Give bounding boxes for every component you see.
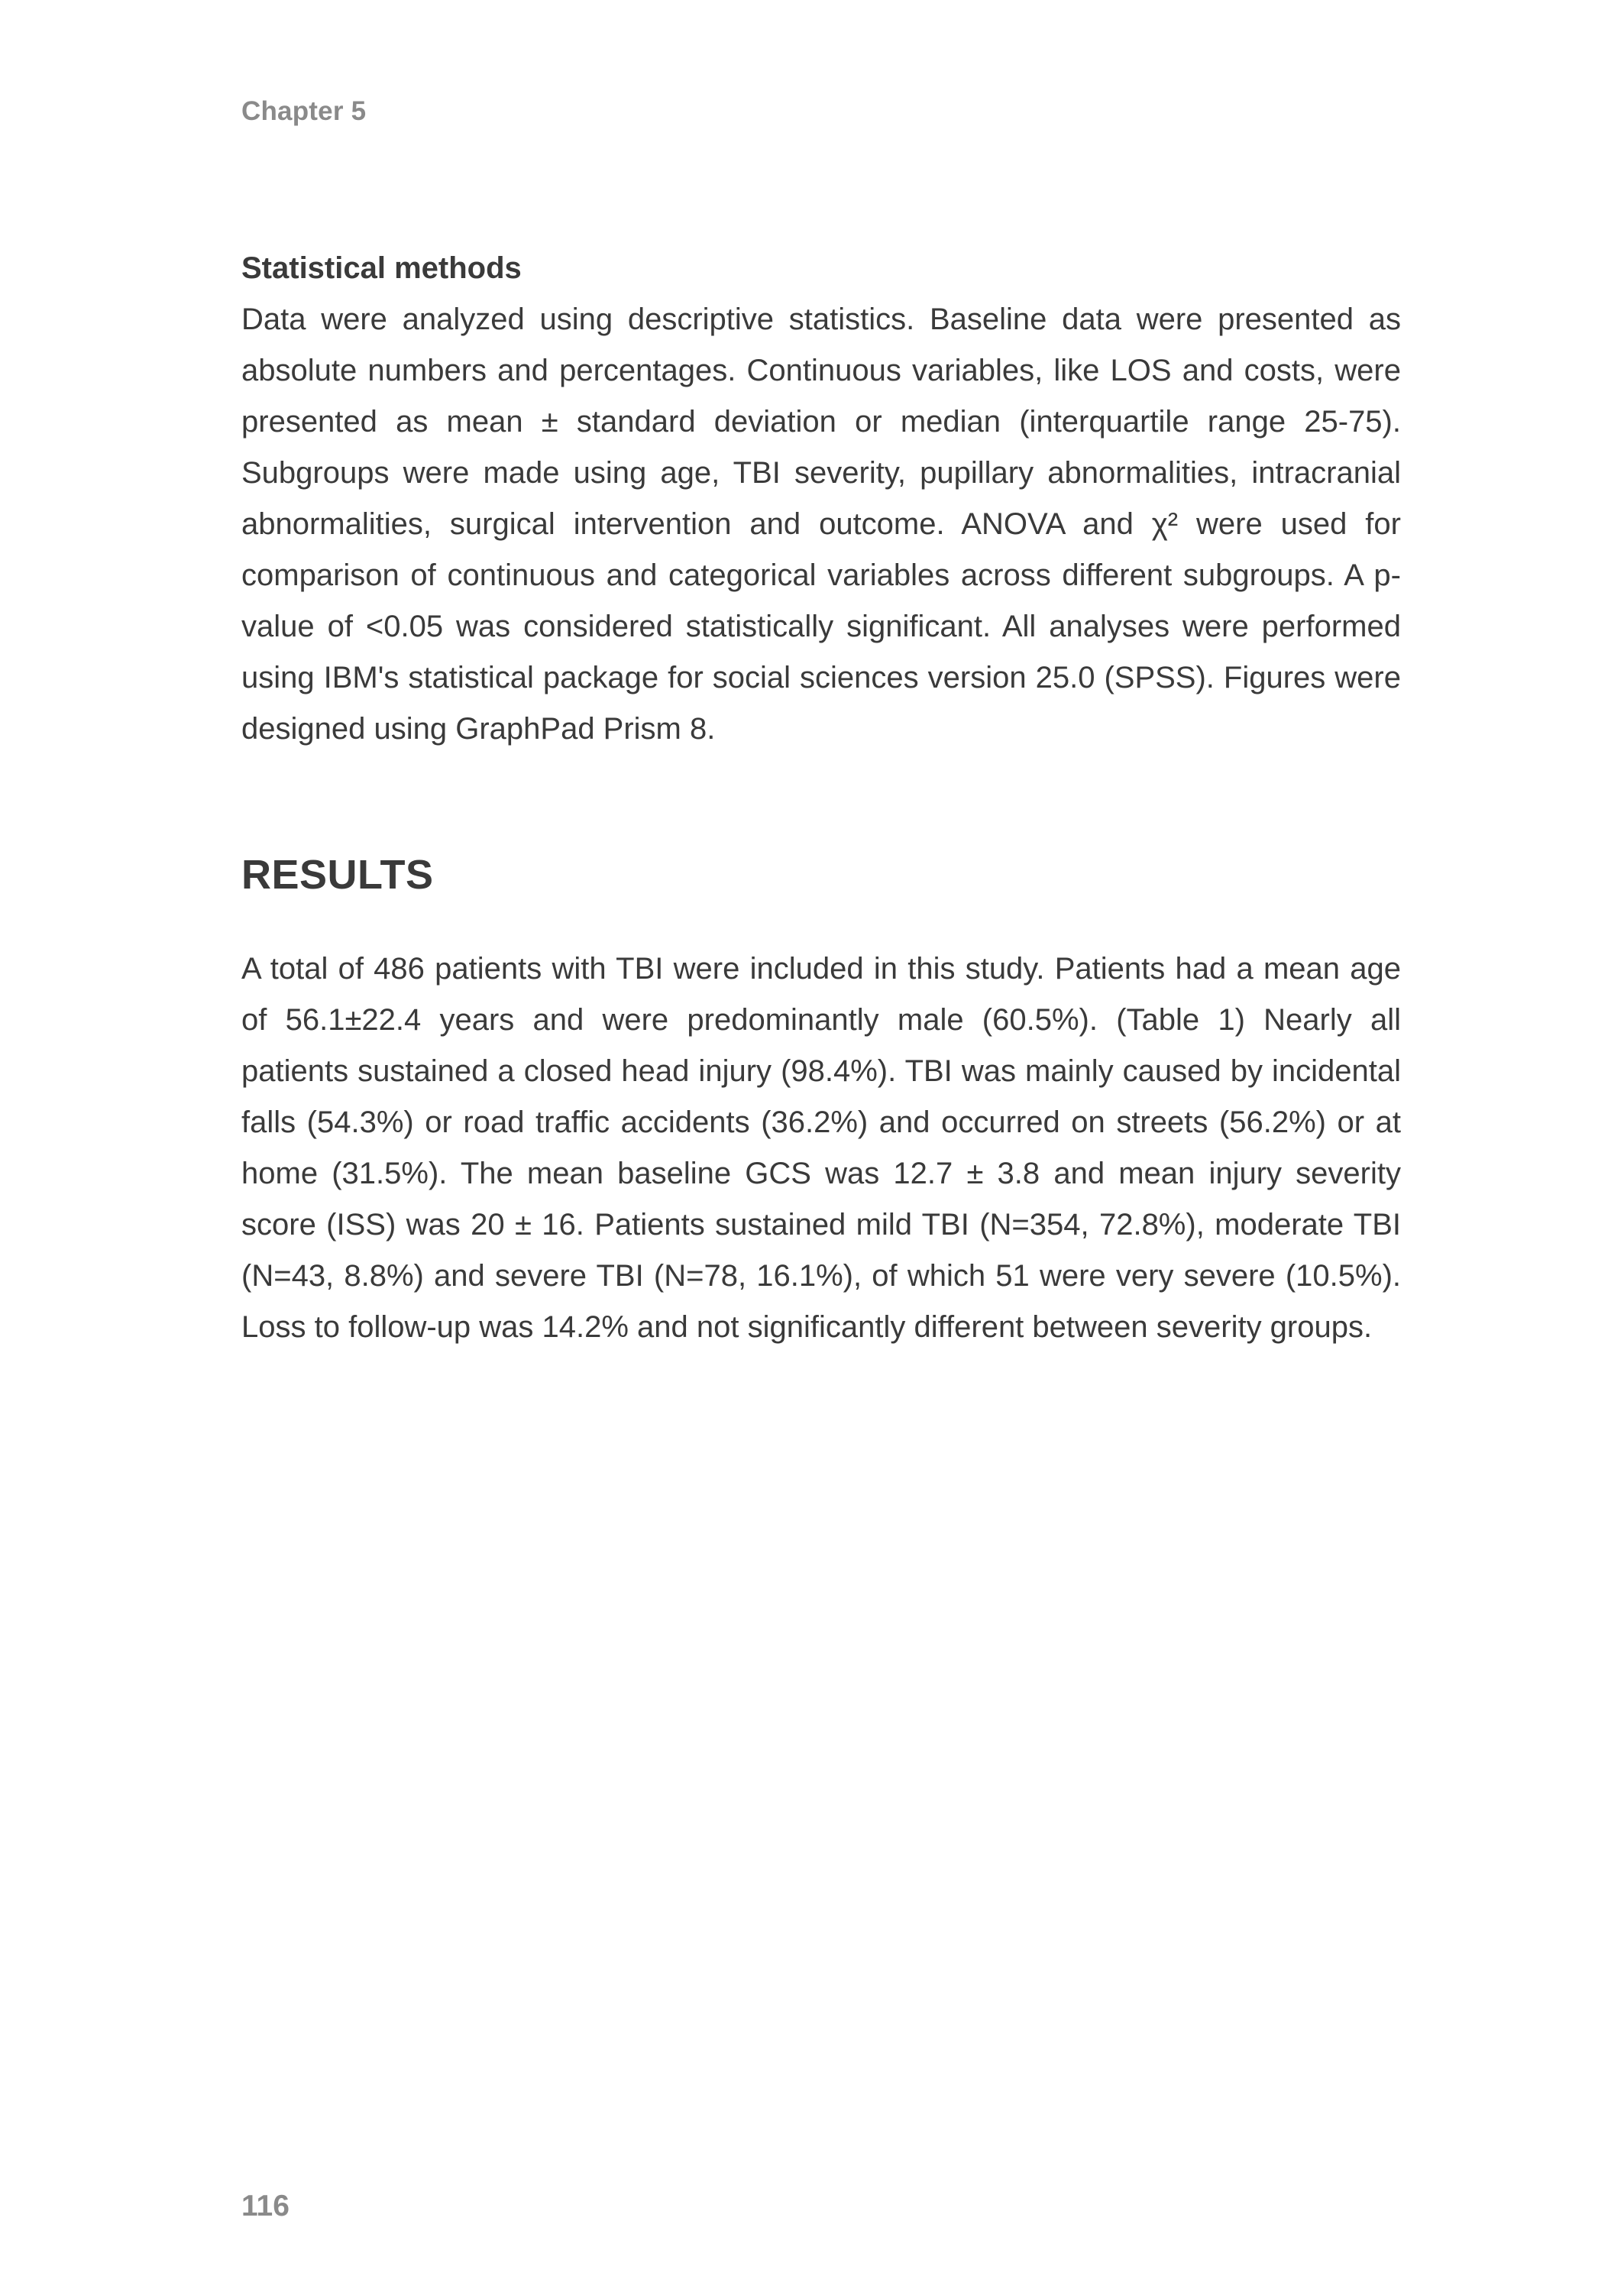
- statistical-methods-section: [241, 243, 1401, 755]
- results-paragraph: A total of 486 patients with TBI were included in this study. Patients had a mean age of 56.1±22.4 years and were predominantly male (60.5%). (Table 1) Nearly all patients sustained a closed head injury (98.4%). TBI was mainly caused by incidental falls (54.3%) or road traffic accidents (36.2%) and occurred on streets (56.2%) or at home (31.5%). The mean baseline GCS was 12.7 ± 3.8 and mean injury severity score (ISS) was 20 ± 16. Patients sustained mild TBI (N=354, 72.8%), moderate TBI (N=43, 8.8%) and severe TBI (N=78, 16.1%), of which 51 were very severe (10.5%). Loss to follow-up was 14.2% and not significantly different between severity groups.: [241, 952, 1401, 1344]
- results-heading: RESULTS: [241, 852, 434, 898]
- results-section: [241, 848, 1401, 1353]
- running-header: Chapter 5: [241, 96, 367, 126]
- page-number: 116: [241, 2190, 290, 2222]
- statistical-methods-paragraph: Data were analyzed using descriptive statistics. Baseline data were presented as absolute numbers and percentages. Continuous variables, like LOS and costs, were presented as mean ± standard deviation or median (interquartile range 25-75). Subgroups were made using age, TBI severity, pupillary abnormalities, intracranial abnormalities, surgical intervention and outcome. ANOVA and χ² were used for comparison of continuous and categorical variables across different subgroups. A p-value of <0.05 was considered statistically significant. All analyses were performed using IBM's statistical package for social sciences version 25.0 (SPSS). Figures were designed using GraphPad Prism 8.: [241, 303, 1401, 746]
- statistical-methods-heading: Statistical methods: [241, 251, 522, 285]
